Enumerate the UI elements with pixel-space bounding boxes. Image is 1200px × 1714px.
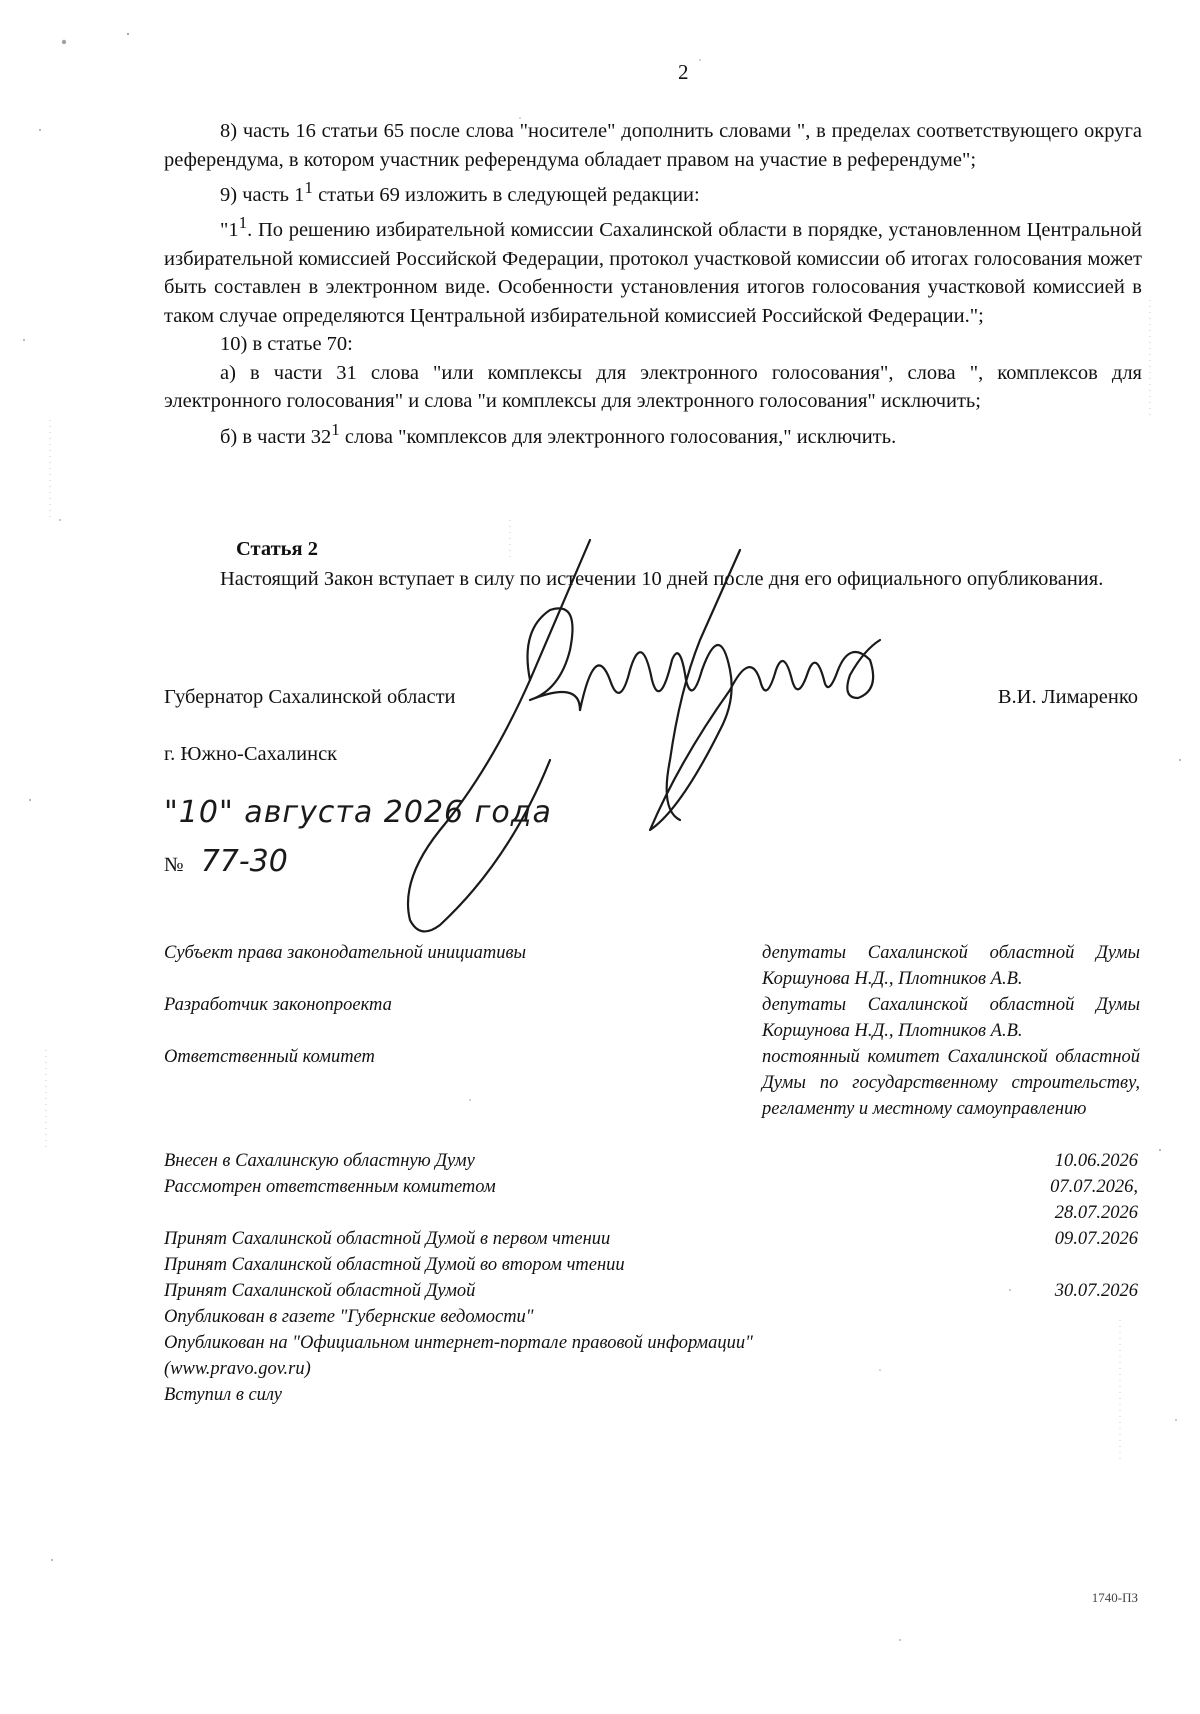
- signing-date: "10" августа 2026 года: [164, 795, 552, 830]
- second-reading-label: Принят Сахалинской областной Думой во втором чтении: [164, 1255, 625, 1275]
- submitted-label: Внесен в Сахалинскую областную Думу: [164, 1151, 475, 1171]
- published-gazette-label: Опубликован в газете "Губернские ведомости": [164, 1307, 534, 1327]
- quote-sup: 1: [238, 213, 248, 233]
- adopted-date: 30.07.2026: [1054, 1281, 1138, 1301]
- submitted-date: 10.06.2026: [1054, 1151, 1138, 1171]
- item-10b-pre: б) в части 32: [220, 425, 332, 448]
- first-reading-date: 09.07.2026: [1054, 1229, 1138, 1249]
- item-10b-post: слова "комплексов для электронного голосования," исключить.: [339, 425, 897, 448]
- item-10b-sup: 1: [331, 419, 340, 439]
- reviewed-label: Рассмотрен ответственным комитетом: [164, 1177, 496, 1197]
- adopted-label: Принят Сахалинской областной Думой: [164, 1281, 476, 1301]
- governor-title: Губернатор Сахалинской области: [164, 686, 456, 708]
- amendment-item-9: [164, 174, 1142, 209]
- amendment-item-10: 10) в статье 70:: [220, 333, 353, 356]
- committee-value: постоянный комитет Сахалинской областной Думы по государственному строительству, регламенту и местному самоуправлению: [762, 1047, 1140, 1119]
- reviewed-date-2: 28.07.2026: [1054, 1203, 1138, 1223]
- reviewed-date-1: 07.07.2026,: [1050, 1177, 1138, 1197]
- published-portal-label: Опубликован на "Официальном интернет-портале правовой информации" (www.pravo.gov.ru): [164, 1333, 753, 1379]
- amendments-list: [164, 117, 1142, 451]
- item-9-sup: 1: [304, 178, 313, 197]
- amendment-item-10a: а) в части 31 слова "или комплексы для электронного голосования", слова ", комплексов для электронного голосования" и слова "и комплексы для электронного голосования" исключить;: [164, 361, 1142, 413]
- amendment-item-10b: [164, 416, 1142, 451]
- law-number: [164, 844, 288, 879]
- amendment-item-9-quote: [164, 209, 1142, 330]
- city-label: г. Южно-Сахалинск: [164, 743, 338, 765]
- article-2-text: Настоящий Закон вступает в силу по истечении 10 дней после дня его официального опубликования.: [220, 568, 1104, 590]
- amendment-item-8: 8) часть 16 статьи 65 после слова "носителе" дополнить словами ", в пределах соответствующего округа референдума, в котором участник референдума обладает правом на участие в референдуме";: [164, 120, 1142, 171]
- initiative-value: депутаты Сахалинской областной Думы Коршунова Н.Д., Плотников А.В.: [762, 943, 1140, 989]
- number-sign: №: [164, 854, 184, 876]
- first-reading-label: Принят Сахалинской областной Думой в первом чтении: [164, 1229, 611, 1249]
- number-value: 77-30: [200, 844, 288, 879]
- footer-code: 1740-ПЗ: [1091, 1590, 1138, 1605]
- developer-label: Разработчик законопроекта: [164, 995, 392, 1015]
- governor-name: В.И. Лимаренко: [997, 686, 1138, 708]
- quote-pre: "1: [220, 219, 239, 242]
- quote-post: . По решению избирательной комиссии Сахалинской области в порядке, установленном Центральной избирательной комиссией Российской Федерации, протокол участковой комиссии об итогах голосования может быть составлен в электронном виде. Особенности установления итогов голосования участковой комиссией в таком случае определяются Центральной избирательной комиссией Российской Федерации.";: [164, 219, 1142, 327]
- item-9-pre: 9) часть 1: [220, 183, 305, 206]
- governor-signature: [380, 530, 940, 950]
- initiative-label: Субъект права законодательной инициативы: [164, 943, 527, 963]
- entered-force-label: Вступил в силу: [164, 1385, 282, 1405]
- page-number: 2: [678, 60, 689, 84]
- committee-label: Ответственный комитет: [164, 1047, 375, 1067]
- item-9-post: статьи 69 изложить в следующей редакции:: [312, 183, 700, 206]
- article-2-title: Статья 2: [236, 538, 318, 560]
- developer-value: депутаты Сахалинской областной Думы Коршунова Н.Д., Плотников А.В.: [762, 995, 1140, 1041]
